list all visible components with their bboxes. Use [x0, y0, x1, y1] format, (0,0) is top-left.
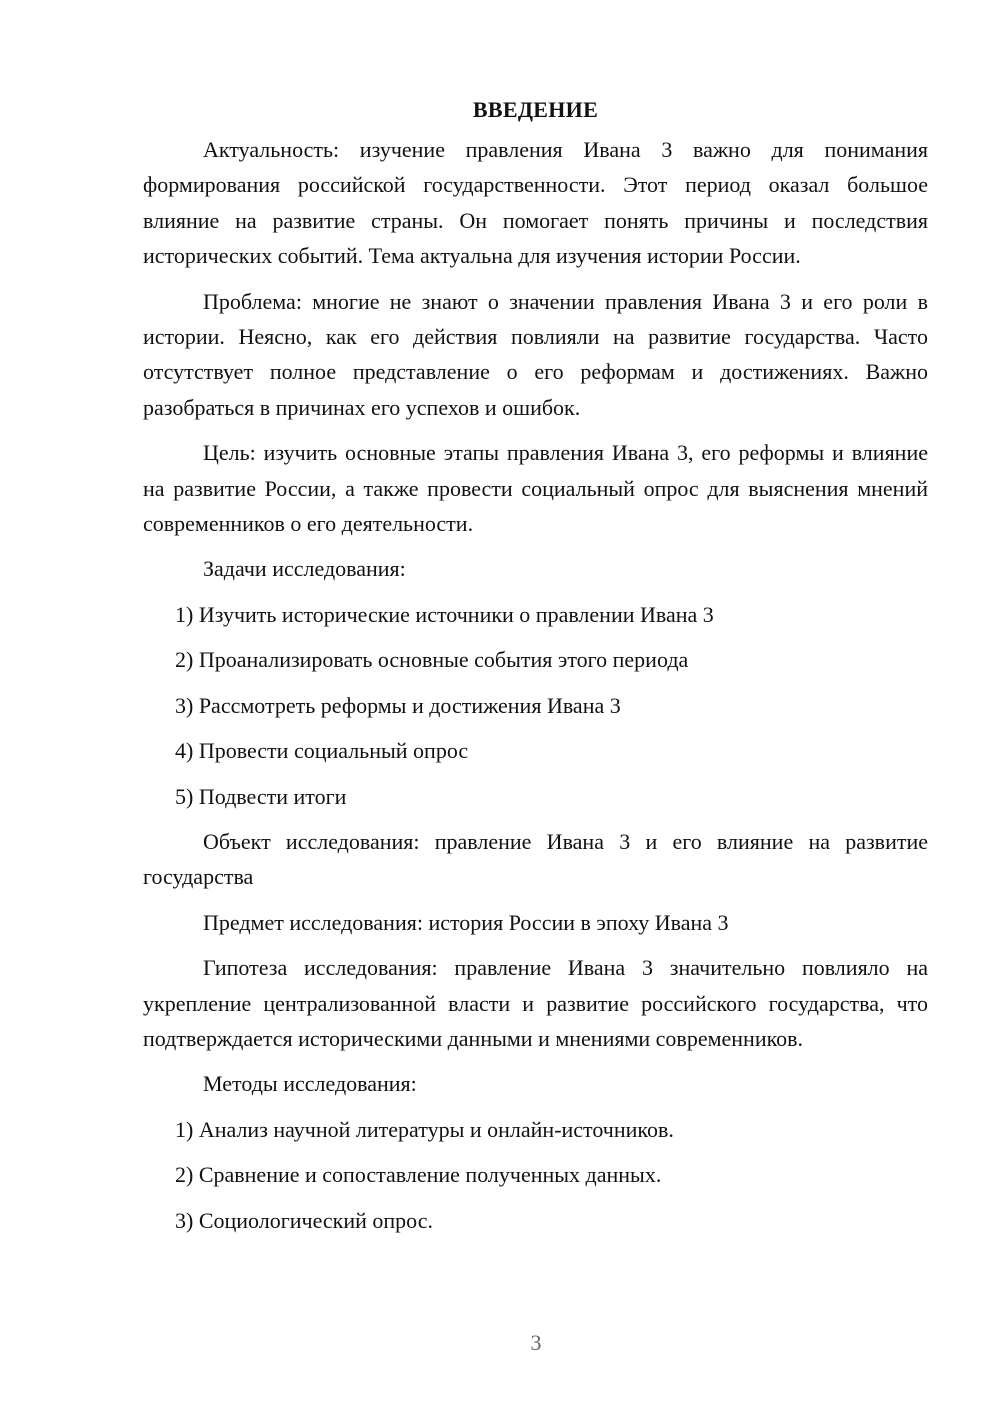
list-item: 4) Провести социальный опрос: [175, 738, 469, 764]
methods-label: Методы исследования:: [203, 1071, 417, 1097]
page-title: ВВЕДЕНИЕ: [472, 97, 599, 122]
problem-paragraph: Проблема: многие не знают о значении правления Ивана 3 и его роли в истории. Неясно, как его действия повлияли на развитие государства. Часто отсутствует полное представление о его реформам и достижениях. Важно разобраться в причинах его успехов и ошибок.: [143, 288, 928, 420]
relevance-paragraph: Актуальность: изучение правления Ивана 3 важно для понимания формирования российской государственности. Этот период оказал большое влияние на развитие страны. Он помогает понять причины и последствия исторических событий. Тема актуальна для изучения истории России.: [143, 137, 928, 269]
hypothesis-paragraph: Гипотеза исследования: правление Ивана 3 значительно повлияло на укрепление централизованной власти и развитие российского государства, что подтверждается историческими данными и мнениями современников.: [143, 955, 928, 1051]
document-page: [143, 92, 928, 1248]
list-item: 3) Рассмотреть реформы и достижения Ивана 3: [175, 692, 621, 718]
list-item: 2) Сравнение и сопоставление полученных данных.: [175, 1162, 662, 1188]
tasks-list: [143, 597, 928, 814]
list-item: 3) Социологический опрос.: [175, 1207, 433, 1233]
list-item: 1) Анализ научной литературы и онлайн-источников.: [175, 1116, 674, 1142]
object-paragraph: Объект исследования: правление Ивана 3 и его влияние на развитие государства: [143, 828, 928, 890]
goal-paragraph: Цель: изучить основные этапы правления Ивана 3, его реформы и влияние на развитие России, а также провести социальный опрос для выяснения мнений современников о его деятельности.: [143, 440, 928, 537]
list-item: 5) Подвести итоги: [175, 783, 347, 809]
page-number: 3: [530, 1330, 542, 1355]
subject-paragraph: Предмет исследования: история России в эпоху Ивана 3: [203, 909, 729, 935]
list-item: 2) Проанализировать основные события этого периода: [175, 647, 689, 673]
methods-list: [143, 1112, 928, 1238]
list-item: 1) Изучить исторические источники о правлении Ивана 3: [175, 601, 714, 627]
tasks-label: Задачи исследования:: [203, 556, 406, 582]
